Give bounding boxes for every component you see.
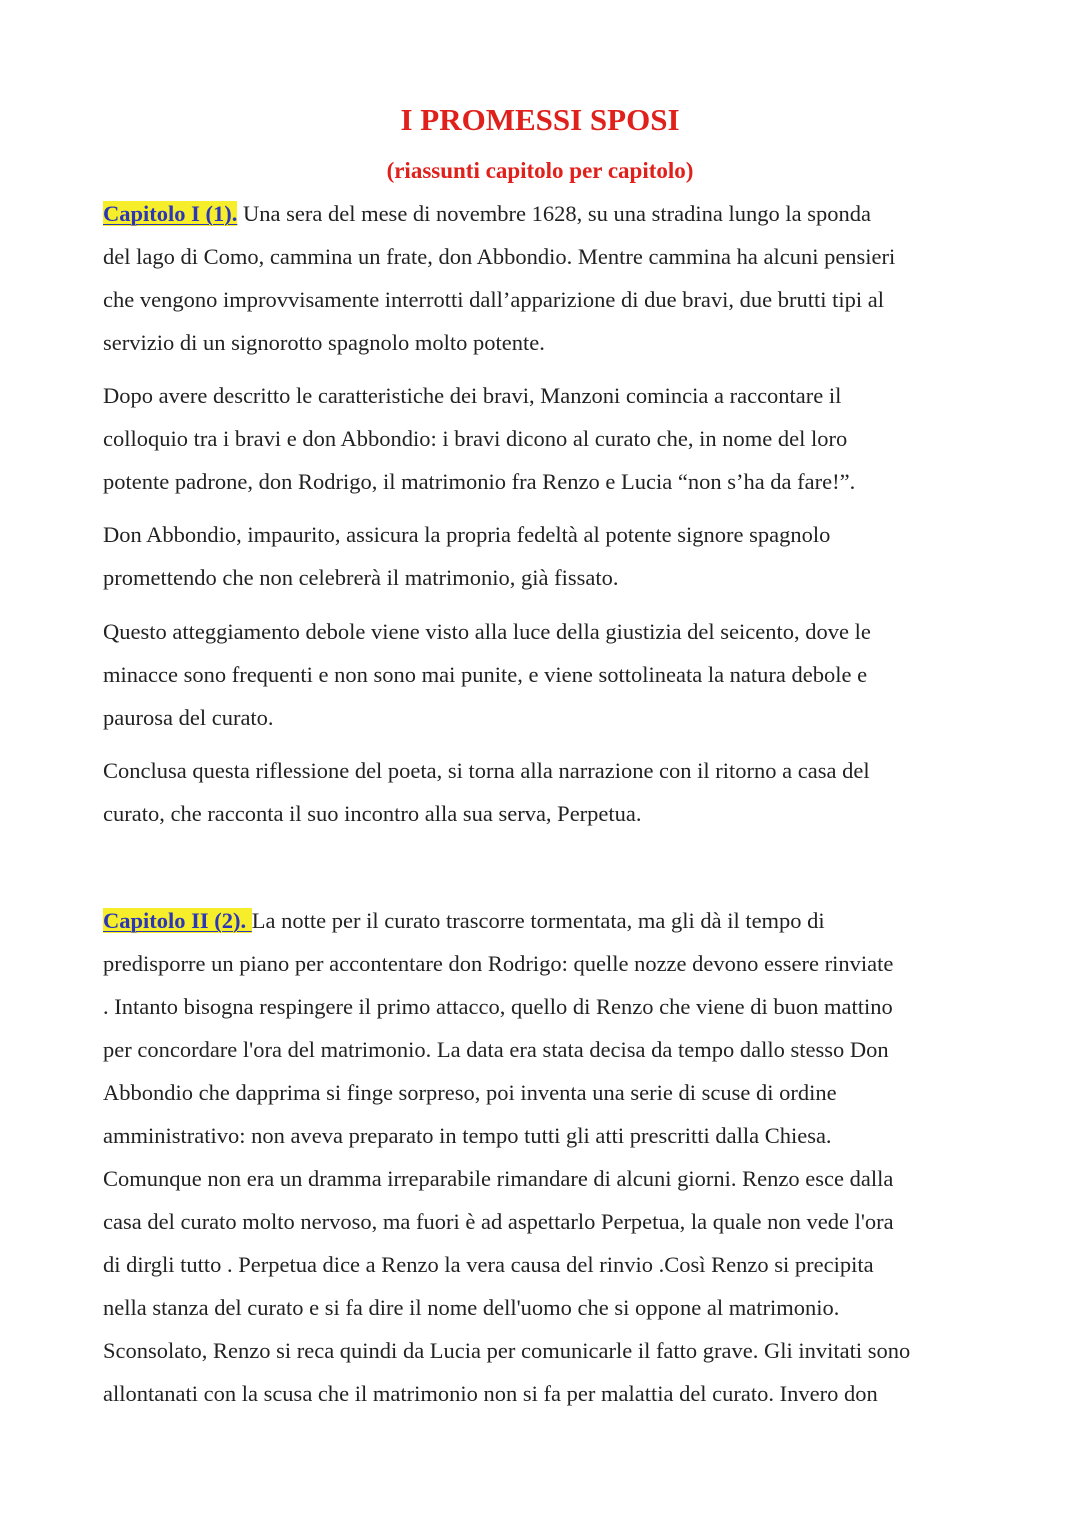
- text-line: Abbondio che dapprima si finge sorpreso, poi inventa una serie di scuse di ordine: [103, 1080, 837, 1105]
- text-line: Questo atteggiamento debole viene visto alla luce della giustizia del seicento, dove le: [103, 619, 871, 644]
- chapter-1-paragraph-1: [103, 192, 983, 364]
- text-line: Don Abbondio, impaurito, assicura la propria fedeltà al potente signore spagnolo: [103, 522, 831, 547]
- text-line: potente padrone, don Rodrigo, il matrimonio fra Renzo e Lucia “non s’ha da fare!”.: [103, 469, 856, 494]
- text-line: che vengono improvvisamente interrotti dall’apparizione di due bravi, due brutti tipi al: [103, 287, 885, 312]
- text-run: Una sera del mese di novembre 1628, su una stradina lungo la sponda: [237, 201, 871, 226]
- text-line: servizio di un signorotto spagnolo molto potente.: [103, 330, 545, 355]
- text-line: [103, 192, 983, 235]
- text-line: Conclusa questa riflessione del poeta, si torna alla narrazione con il ritorno a casa del: [103, 758, 870, 783]
- text-line: predisporre un piano per accontentare don Rodrigo: quelle nozze devono essere rinviate: [103, 951, 894, 976]
- chapter-2-heading: Capitolo II (2).: [103, 908, 252, 933]
- chapter-1-paragraph-4: [103, 610, 983, 739]
- text-line: Dopo avere descritto le caratteristiche dei bravi, Manzoni comincia a raccontare il: [103, 383, 842, 408]
- text-line: [103, 899, 983, 942]
- text-line: minacce sono frequenti e non sono mai punite, e viene sottolineata la natura debole e: [103, 662, 868, 687]
- chapter-1-heading: Capitolo I (1).: [103, 201, 238, 226]
- chapter-1-paragraph-2: [103, 374, 983, 503]
- text-line: del lago di Como, cammina un frate, don Abbondio. Mentre cammina ha alcuni pensieri: [103, 244, 896, 269]
- text-line: casa del curato molto nervoso, ma fuori è ad aspettarlo Perpetua, la quale non vede l'ora: [103, 1209, 894, 1234]
- text-line: . Intanto bisogna respingere il primo attacco, quello di Renzo che viene di buon mattino: [103, 994, 893, 1019]
- text-line: Sconsolato, Renzo si reca quindi da Lucia per comunicarle il fatto grave. Gli invitati sono: [103, 1338, 911, 1363]
- text-line: amministrativo: non aveva preparato in tempo tutti gli atti prescritti dalla Chiesa.: [103, 1123, 832, 1148]
- text-line: per concordare l'ora del matrimonio. La data era stata decisa da tempo dallo stesso Don: [103, 1037, 889, 1062]
- text-line: allontanati con la scusa che il matrimonio non si fa per malattia del curato. Invero don: [103, 1381, 878, 1406]
- chapter-1-paragraph-3: [103, 513, 983, 599]
- chapter-1-paragraph-5: [103, 749, 983, 835]
- text-line: Comunque non era un dramma irreparabile rimandare di alcuni giorni. Renzo esce dalla: [103, 1166, 894, 1191]
- document-title: I PROMESSI SPOSI: [400, 102, 680, 137]
- text-line: paurosa del curato.: [103, 705, 274, 730]
- text-line: colloquio tra i bravi e don Abbondio: i bravi dicono al curato che, in nome del loro: [103, 426, 848, 451]
- text-line: di dirgli tutto . Perpetua dice a Renzo la vera causa del rinvio .Così Renzo si precipita: [103, 1252, 874, 1277]
- chapter-2-paragraph-1: [103, 899, 983, 1415]
- text-run: La notte per il curato trascorre tormentata, ma gli dà il tempo di: [251, 908, 825, 933]
- text-line: promettendo che non celebrerà il matrimonio, già fissato.: [103, 565, 619, 590]
- text-line: curato, che racconta il suo incontro alla sua serva, Perpetua.: [103, 801, 642, 826]
- text-line: nella stanza del curato e si fa dire il nome dell'uomo che si oppone al matrimonio.: [103, 1295, 840, 1320]
- document-subtitle: (riassunti capitolo per capitolo): [386, 158, 694, 183]
